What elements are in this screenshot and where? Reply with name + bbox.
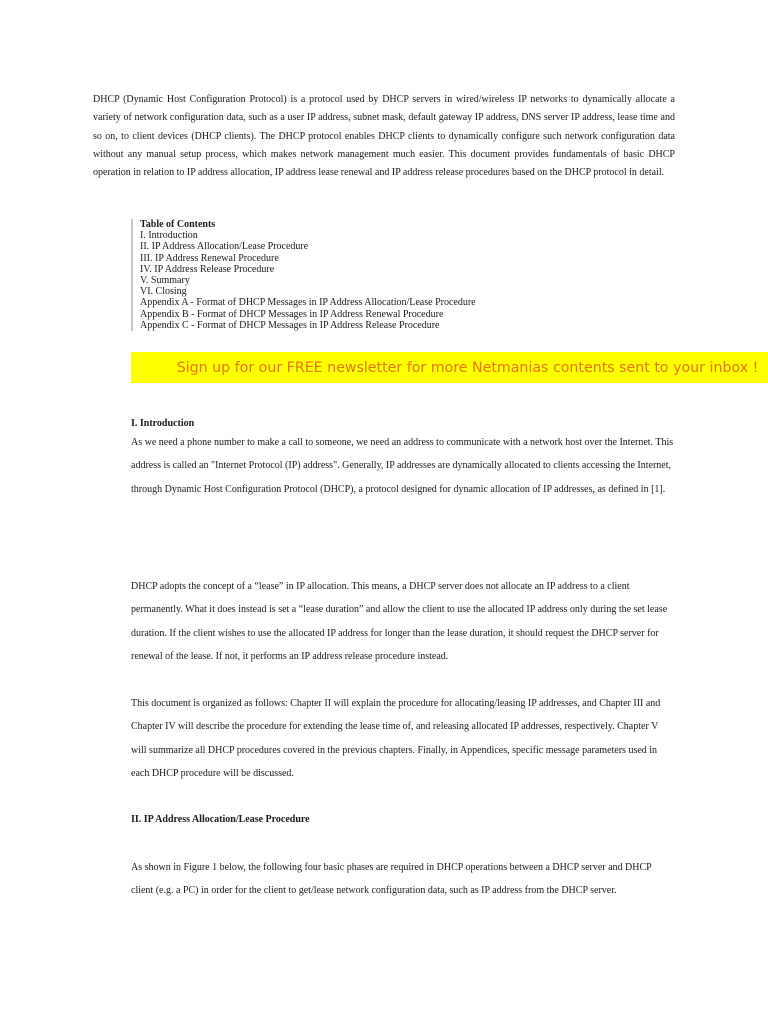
section-heading-introduction: I. Introduction [131,418,195,429]
paragraph: As we need a phone number to make a call to someone, we need an address to communicate with a network host over the Internet. This address is called an "Internet Protocol (IP) address". Generally, IP addresses are dynamically allocated to clients accessing the Internet, through Dynamic Host Configuration Protocol (DHCP), a protocol designed for dynamic allocation of IP addresses, as defined in [1]. [131,437,674,495]
newsletter-signup-banner[interactable] [131,352,768,383]
toc-item-allocation-lease[interactable]: II. IP Address Allocation/Lease Procedure [140,241,309,253]
toc-item-closing[interactable]: VI. Closing [140,286,187,298]
toc-item-appendix-a[interactable]: Appendix A - Format of DHCP Messages in IP Address Allocation/Lease Procedure [140,297,476,309]
toc-item-renewal[interactable]: III. IP Address Renewal Procedure [140,252,279,264]
toc-item-release[interactable]: IV. IP Address Release Procedure [140,263,275,275]
toc-item-appendix-b[interactable]: Appendix B - Format of DHCP Messages in IP Address Renewal Procedure [140,308,444,320]
paragraph: This document is organized as follows: Chapter II will explain the procedure for allocating/leasing IP addresses, and Chapter III and Chapter IV will describe the procedure for extending the lease time of, and releasing allocated IP addresses, respectively. Chapter V will summarize all DHCP procedures covered in the previous chapters. Finally, in Appendices, specific message parameters used in each DHCP procedure will be discussed. [131,698,661,779]
toc-item-summary[interactable]: V. Summary [140,275,190,287]
paragraph: DHCP adopts the concept of a “lease” in IP allocation. This means, a DHCP server does not allocate an IP address to a client permanently. What it does instead is set a “lease duration” and allow the client to use the allocated IP address only during the set lease duration. If the client wishes to use the allocated IP address for longer than the lease duration, it should request the DHCP server for renewal of the lease. If not, it performs an IP address release procedure instead. [131,581,668,662]
toc-title: Table of Contents [140,219,216,230]
toc-item-introduction[interactable]: I. Introduction [140,230,198,242]
table-of-contents [131,219,476,331]
intro-paragraph: DHCP (Dynamic Host Configuration Protocol) is a protocol used by DHCP servers in wired/wireless IP networks to dynamically allocate a variety of network configuration data, such as a user IP address, subnet mask, default gateway IP address, DNS server IP address, lease time and so on, to client devices (DHCP clients). The DHCP protocol enables DHCP clients to dynamically configure such network configuration data without any manual setup process, which makes network management much easier. This document provides fundamentals of basic DHCP operation in relation to IP address allocation, IP address lease renewal and IP address release procedures based on the DHCP protocol in detail. [93,94,675,179]
newsletter-banner-text: Sign up for our FREE newsletter for more Netmanias contents sent to your inbox ! [176,359,759,376]
paragraph: As shown in Figure 1 below, the following four basic phases are required in DHCP operations between a DHCP server and DHCP client (e.g. a PC) in order for the client to get/lease network configuration data, such as IP address from the DHCP server. [131,862,652,897]
toc-item-appendix-c[interactable]: Appendix C - Format of DHCP Messages in IP Address Release Procedure [140,319,440,331]
section-heading-allocation-lease: II. IP Address Allocation/Lease Procedure [131,814,310,825]
